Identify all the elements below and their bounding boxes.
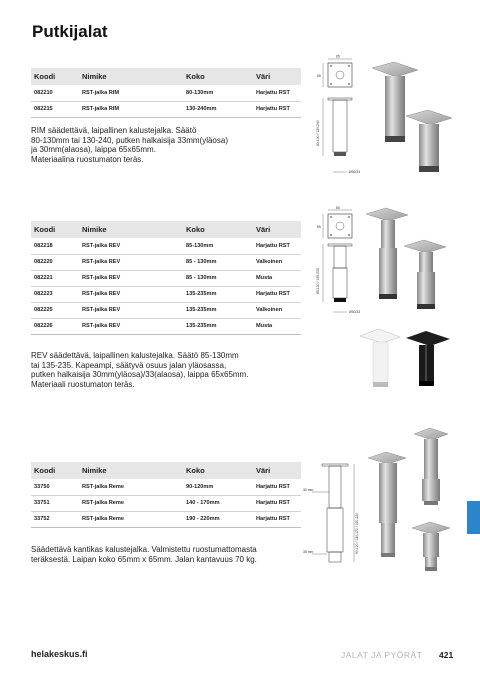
cell-code: 082218: [31, 238, 79, 254]
column-header-color: Väri: [253, 462, 301, 479]
description-line: Materiaalina ruostumaton teräs.: [31, 154, 144, 164]
cell-name: RST-jalka Reme: [79, 495, 183, 511]
reme-technical-drawing: [302, 462, 368, 572]
dimension-label: 65: [317, 74, 321, 78]
cell-size: 80-130mm: [183, 85, 253, 101]
cell-color: Harjattu RST: [253, 479, 301, 495]
cell-size: 135-235mm: [183, 286, 253, 302]
table-row: [31, 286, 301, 302]
cell-color: Harjattu RST: [253, 101, 301, 117]
cell-code: 082215: [31, 101, 79, 117]
footer-website: helakeskus.fi: [31, 649, 88, 659]
table-row: [31, 85, 301, 101]
cell-size: 85 - 130mm: [183, 270, 253, 286]
cell-color: Valkoinen: [253, 254, 301, 270]
dimension-label: Ø30/33: [349, 310, 361, 314]
table-row: [31, 302, 301, 318]
section-tab-marker: [467, 501, 480, 534]
dimension-label: 65: [336, 206, 340, 210]
cell-name: RST-jalka RIM: [79, 85, 183, 101]
dimension-label: 65: [317, 225, 321, 229]
cell-name: RST-jalka Reme: [79, 511, 183, 527]
description-line: REV säädettävä, laipallinen kalustejalka. Säätö 85-130mm: [31, 351, 239, 360]
table-row: [31, 479, 301, 495]
column-header-color: Väri: [253, 221, 301, 238]
footer-page-number: 421: [439, 650, 454, 660]
cell-size: 85-130mm: [183, 238, 253, 254]
cell-code: 082225: [31, 302, 79, 318]
cell-size: 130-240mm: [183, 101, 253, 117]
column-header-code: Koodi: [31, 68, 79, 85]
rev-product-photo: [356, 206, 466, 396]
cell-color: Valkoinen: [253, 302, 301, 318]
table-row: [31, 511, 301, 527]
column-header-name: Nimike: [79, 68, 183, 85]
cell-color: Musta: [253, 318, 301, 334]
reme-product-photo: [366, 426, 462, 586]
cell-code: 33752: [31, 511, 79, 527]
dimension-label: 85-130 / 135-235: [316, 268, 320, 294]
cell-name: RST-jalka REV: [79, 318, 183, 334]
dimension-label: 65: [336, 54, 340, 59]
table-row: [31, 101, 301, 117]
cell-size: 190 - 220mm: [183, 511, 253, 527]
cell-code: 082226: [31, 318, 79, 334]
dimension-label: 35 mm: [303, 550, 314, 554]
product-table-rim: [31, 68, 301, 118]
table-row: [31, 254, 301, 270]
cell-code: 33750: [31, 479, 79, 495]
dimension-label: Ø30/33: [349, 170, 361, 174]
cell-color: Harjattu RST: [253, 511, 301, 527]
cell-color: Harjattu RST: [253, 85, 301, 101]
cell-size: 90-120mm: [183, 479, 253, 495]
column-header-code: Koodi: [31, 221, 79, 238]
description-line: tai 135-235. Kapeampi, säätyvä osuus jalan yläosassa,: [31, 360, 227, 370]
cell-code: 33751: [31, 495, 79, 511]
description-line: Materiaali ruostumaton teräs.: [31, 379, 135, 389]
table-header-row: [31, 68, 301, 85]
description-line: putken halkaisija 30mm(yläosa)/33(alaosa), laippa 65x65mm.: [31, 370, 249, 380]
cell-size: 85 - 130mm: [183, 254, 253, 270]
cell-code: 082223: [31, 286, 79, 302]
table-row: [31, 318, 301, 334]
cell-name: RST-jalka REV: [79, 254, 183, 270]
page-title: Putkijalat: [32, 22, 108, 41]
table-row: [31, 270, 301, 286]
cell-code: 082221: [31, 270, 79, 286]
description-rim: [31, 126, 228, 164]
cell-name: RST-jalka Reme: [79, 479, 183, 495]
cell-color: Harjattu RST: [253, 286, 301, 302]
cell-size: 135-235mm: [183, 302, 253, 318]
dimension-label: 80-130 / 130-240: [316, 120, 320, 146]
description-reme: [31, 545, 257, 564]
column-header-color: Väri: [253, 68, 301, 85]
table-header-row: [31, 221, 301, 238]
table-row: [31, 238, 301, 254]
cell-size: 135-235mm: [183, 318, 253, 334]
column-header-code: Koodi: [31, 462, 79, 479]
cell-name: RST-jalka REV: [79, 286, 183, 302]
cell-size: 140 - 170mm: [183, 495, 253, 511]
cell-name: RST-jalka REV: [79, 238, 183, 254]
cell-color: Harjattu RST: [253, 238, 301, 254]
rim-technical-drawing: [314, 54, 364, 179]
cell-name: RST-jalka REV: [79, 270, 183, 286]
column-header-name: Nimike: [79, 221, 183, 238]
cell-code: 082220: [31, 254, 79, 270]
cell-color: Musta: [253, 270, 301, 286]
product-table-reme: [31, 462, 301, 528]
column-header-name: Nimike: [79, 462, 183, 479]
description-line: RIM säädettävä, laipallinen kalustejalka. Säätö: [31, 126, 197, 135]
rim-product-photo: [368, 62, 463, 177]
cell-name: RST-jalka REV: [79, 302, 183, 318]
column-header-size: Koko: [183, 462, 253, 479]
cell-color: Harjattu RST: [253, 495, 301, 511]
description-line: Säädettävä kantikas kalustejalka. Valmistettu ruostumattomasta: [31, 545, 257, 554]
column-header-size: Koko: [183, 68, 253, 85]
dimension-label: 90-120 / 140-170 / 190-220: [355, 512, 359, 554]
cell-code: 082210: [31, 85, 79, 101]
footer-section-title: JALAT JA PYÖRÄT: [341, 650, 423, 660]
description-line: teräksestä. Laipan koko 65mm x 65mm. Jalan kantavuus 70 kg.: [31, 554, 257, 564]
description-line: ja 30mm(alaosa), laippa 65x65mm.: [31, 145, 156, 155]
description-rev: [31, 351, 248, 389]
product-table-rev: [31, 221, 301, 335]
cell-name: RST-jalka RIM: [79, 101, 183, 117]
description-line: 80-130mm tai 130-240, putken halkaisija 33mm(yläosa): [31, 135, 228, 145]
column-header-size: Koko: [183, 221, 253, 238]
table-row: [31, 495, 301, 511]
dimension-label: 30 mm: [303, 488, 314, 492]
table-header-row: [31, 462, 301, 479]
